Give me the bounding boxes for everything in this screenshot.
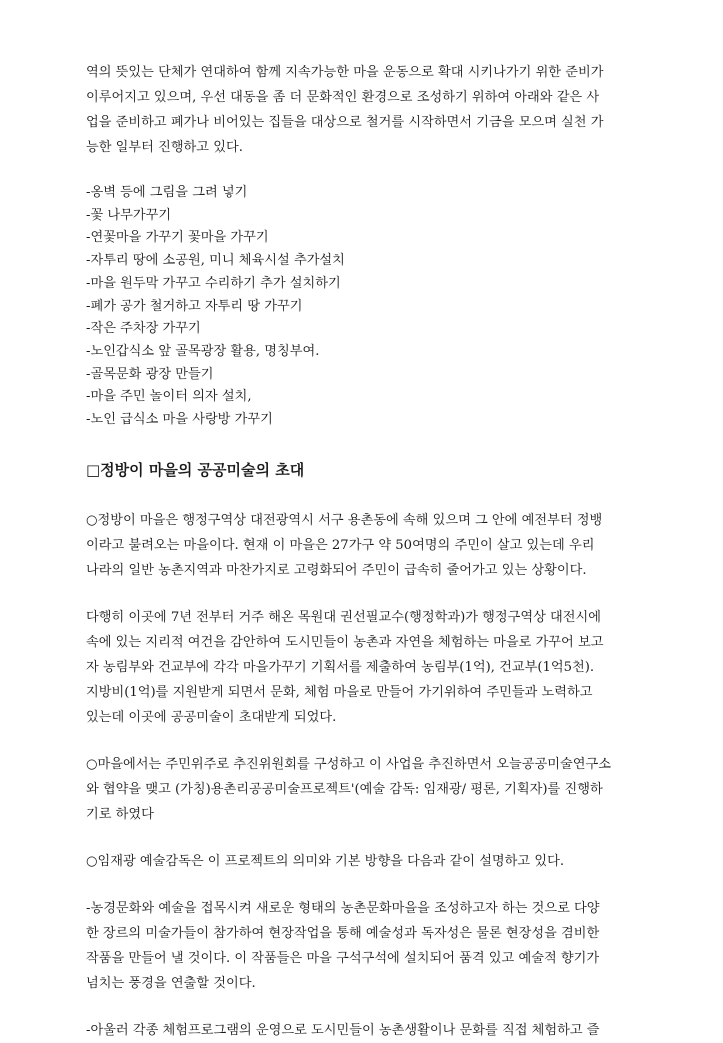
task-list-item: -마을 원두막 가꾸고 수리하기 추가 설치하기 [86,275,341,291]
committee-paragraph [86,752,674,827]
task-list-item: -마을 주민 놀이터 의자 설치, [86,389,252,405]
paragraph-line: 속에 있는 지리적 여건을 감안하여 도시민들이 농촌과 자연을 체험하는 마을로 가꾸어 보고 [86,634,604,650]
task-list-item: -작은 주차장 가꾸기 [86,321,201,337]
paragraph-line: 나라의 일반 농촌지역과 마찬가지로 고령화되어 주민이 급속히 줄어가고 있는 상황이다. [86,562,587,578]
paragraph-line: -농경문화와 예술을 접목시켜 새로운 형태의 농촌문화마을을 조성하고자 하는 것으로 다양 [86,900,600,916]
task-list-item: -연꽃마을 가꾸기 꽃마을 가꾸기 [86,230,269,246]
task-list [86,182,674,432]
paragraph-line: ○정방이 마을은 행정구역상 대전광역시 서구 용촌동에 속해 있으며 그 안에 예전부터 정뱅 [86,512,603,528]
paragraph-line: 기로 하였다 [86,806,154,822]
intro-paragraph [86,60,674,160]
section-heading: □정방이 마을의 공공미술의 초대 [86,460,305,479]
director-paragraph [86,849,674,874]
paragraph-line: ○마을에서는 주민위주로 추진위원회를 구성하고 이 사업을 추진하면서 오늘공공미술연구소 [86,756,611,772]
paragraph-line: 한 장르의 미술가들이 참가하여 현장작업을 통해 예술성과 독자성은 물론 현장성을 겸비한 [86,925,600,941]
task-list-item: -노인갑식소 앞 골목광장 활용, 명칭부여. [86,343,320,359]
art-village-paragraph [86,896,674,996]
village-intro-paragraph [86,508,674,583]
task-list-item: -자투리 땅에 소공원, 미니 체육시설 추가설치 [86,253,345,269]
paragraph-line: -아울러 각종 체험프로그램의 운영으로 도시민들이 농촌생활이나 문화를 직접 체험하고 즐 [86,1022,600,1038]
paragraph-line: 이라고 불려오는 마을이다. 현재 이 마을은 27가구 약 50여명의 주민이 살고 있는데 우리 [86,537,595,553]
paragraph-line: 다행히 이곳에 7년 전부터 거주 해온 목원대 권선필교수(행정학과)가 행정구역상 대전시에 [86,609,602,625]
task-list-item: -골목문화 광장 만들기 [86,366,214,382]
intro-line: 역의 뜻있는 단체가 연대하여 함께 지속가능한 마을 운동으로 확대 시키나가기 위한 준비가 [86,65,604,80]
paragraph-line: 자 농림부와 건교부에 각각 마을가꾸기 기획서를 제출하여 농림부(1억), 건교부(1억5천). [86,659,595,675]
task-list-item: -노인 급식소 마을 사랑방 가꾸기 [86,412,273,428]
document-page [86,60,674,1043]
intro-line: 이루어지고 있으며, 우선 대동을 좀 더 문화적인 환경으로 조성하기 위하여 아래와 같은 사 [86,90,600,105]
task-list-item: -옹벽 등에 그림을 그려 넣기 [86,185,248,200]
paragraph-line: 지방비(1억)를 지원받게 되면서 문화, 체험 마을로 만들어 가기위하여 주민들과 노력하고 [86,684,593,700]
paragraph-line: 있는데 이곳에 공공미술이 초대받게 되었다. [86,709,337,725]
funding-paragraph [86,605,674,730]
intro-line: 업을 준비하고 폐가나 비어있는 집들을 대상으로 철거를 시작하면서 기금을 모으며 실천 가 [86,115,604,130]
paragraph-line: ○임재광 예술감독은 이 프로젝트의 의미와 기본 방향을 다음과 같이 설명하고 있다. [86,853,565,869]
paragraph-line: 와 협약을 맺고 (가칭)용촌리공공미술프로젝트'(예술 감독: 임재광/ 평론, 기획자)를 진행하 [86,781,603,797]
task-list-item: -폐가 공가 철거하고 자투리 땅 가꾸기 [86,298,303,314]
paragraph-line: 작품을 만들어 낼 것이다. 이 작품들은 마을 구석구석에 설치되어 품격 있고 예술적 향기가 [86,950,600,966]
intro-line: 능한 일부터 진행하고 있다. [86,140,243,155]
task-list-item: -꽃 나무가꾸기 [86,207,172,223]
paragraph-line: 넘치는 풍경을 연출할 것이다. [86,975,256,991]
experience-paragraph [86,1018,674,1043]
